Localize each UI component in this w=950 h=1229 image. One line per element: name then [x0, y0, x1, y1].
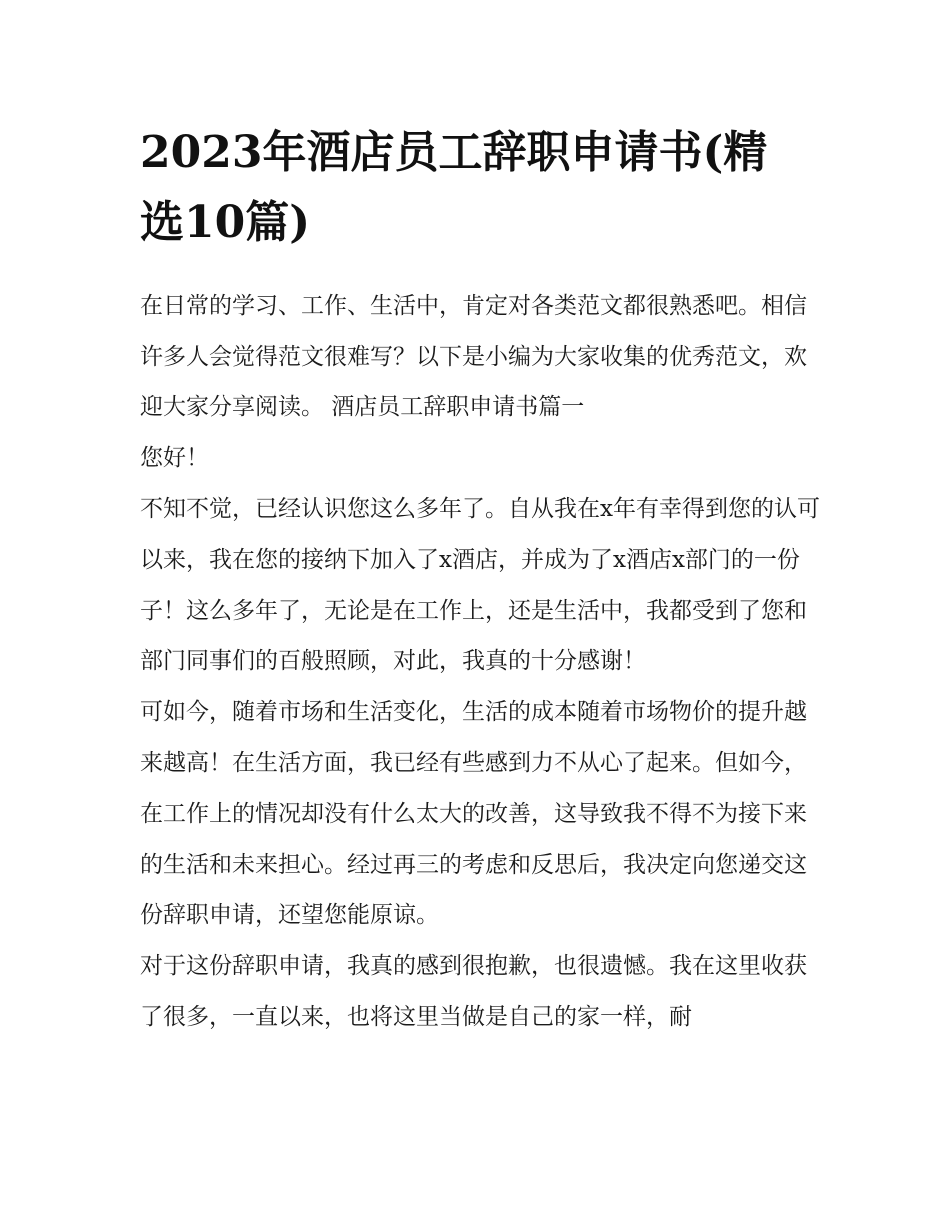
paragraph-body-2: 可如今，随着市场和生活变化，生活的成本随着市场物价的提升越来越高！在生活方面，我已经有些感到力不从心了起来。但如今，在工作上的情况却没有什么太大的改善，这导致我不得不为接下来的生活和未来担心。经过再三的考虑和反思后，我决定向您递交这份辞职申请，还望您能原谅。	[140, 699, 807, 929]
paragraph-greeting: 您好！	[140, 445, 209, 472]
paragraph-intro: 在日常的学习、工作、生活中，肯定对各类范文都很熟悉吧。相信许多人会觉得范文很难写？以下是小编为大家收集的优秀范文，欢迎大家分享阅读。 酒店员工辞职申请书篇一	[140, 292, 807, 421]
document-page	[140, 118, 820, 1043]
paragraph-body-1: 不知不觉，已经认识您这么多年了。自从我在x年有幸得到您的认可以来，我在您的接纳下加入了x酒店，并成为了x酒店x部门的一份子！这么多年了，无论是在工作上，还是生活中，我都受到了您和部门同事们的百般照顾，对此，我真的十分感谢！	[140, 495, 820, 675]
paragraph-body-3: 对于这份辞职申请，我真的感到很抱歉，也很遗憾。我在这里收获了很多，一直以来，也将这里当做是自己的家一样，耐	[140, 953, 807, 1030]
document-title: 2023年酒店员工辞职申请书(精选10篇)	[140, 127, 768, 249]
document-body	[140, 281, 820, 1043]
